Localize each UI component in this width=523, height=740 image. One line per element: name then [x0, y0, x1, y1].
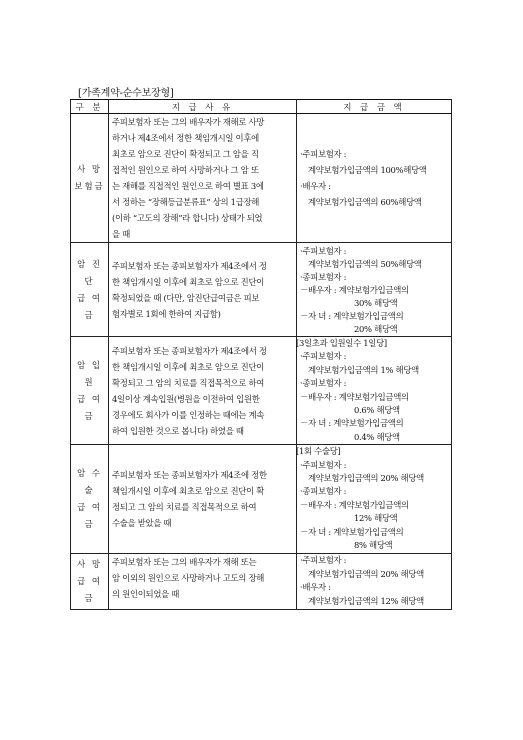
amount-line: ·종피보험자 :	[300, 271, 347, 282]
reason-line: 한 책임개시일 이후에 최초로 암으로 진단이	[112, 276, 265, 287]
header-amount: 지 급 금 액	[297, 100, 452, 114]
reason-line: 의 원인이되었을 때	[112, 588, 180, 599]
header-reason: 지 급 사 유	[109, 100, 297, 114]
category-line: 급 여 금	[77, 292, 102, 320]
amount-line: ·종피보험자 :	[300, 486, 347, 497]
amount-line: 계약보험가입금액의 100%해당액	[308, 165, 427, 175]
amount-line: －배우자 : 계약보험가입금액의	[300, 499, 409, 510]
amount-line: 계약보험가입금액의 20% 해당액	[308, 568, 424, 579]
reason-line: 책임개시일 이후에 최초로 암으로 진단이 확	[112, 485, 265, 496]
table-row	[71, 243, 452, 337]
amount-line: 30% 해당액	[354, 297, 398, 308]
category-cell	[71, 445, 109, 553]
reason-line: 험자별로 1회에 한하여 지급함)	[112, 308, 221, 319]
amount-line: 12% 해당액	[354, 513, 398, 524]
amount-line: 0.4% 해당액	[354, 431, 400, 442]
category-cell	[71, 337, 109, 445]
table-row	[71, 114, 452, 243]
reason-cell	[109, 445, 297, 553]
table-header-row	[71, 100, 452, 114]
category-line: 사 망	[77, 558, 102, 569]
header-category: 구 분	[71, 100, 109, 114]
amount-line: －자 녀 : 계약보험가입금액의	[300, 526, 404, 537]
reason-line: 경우에도 회사가 이를 인정하는 때에는 계속	[112, 409, 265, 420]
amount-line: 계약보험가입금액의 1% 해당액	[308, 364, 419, 375]
amount-line: －자 녀 : 계약보험가입금액의	[300, 418, 404, 429]
reason-line: 주피보험자 또는 종피보험자가 제4조에서 정	[112, 260, 267, 271]
amount-line: 20% 해당액	[354, 323, 398, 334]
reason-line: 정되고 그 암의 치료를 직접목적으로 하여	[112, 501, 257, 512]
reason-cell	[109, 243, 297, 337]
document-title: [가족계약-순수보장형]	[78, 88, 174, 99]
category-line: 암 진 단	[77, 258, 102, 286]
reason-line: 암 이외의 원인으로 사망하거나 고도의 장해	[112, 572, 265, 583]
benefit-table	[70, 99, 452, 610]
reason-line: 는 재해를 직접적인 원인으로 하여 별표 3에	[112, 181, 264, 191]
amount-header: [3일초과 입원일수 1일당]	[296, 338, 387, 348]
reason-line: 주피보험자 또는 종피보험자가 제4조에 정한	[112, 469, 267, 480]
amount-header: [1회 수술당]	[296, 446, 341, 457]
amount-line: 8% 해당액	[354, 540, 393, 551]
reason-line: 을 때	[112, 229, 130, 239]
category-line: 급 여 금	[77, 393, 102, 421]
reason-line: 확정되었을 때 (다만, 암진단급여금은 피보	[112, 292, 260, 303]
amount-line: ·주피보험자 :	[300, 149, 347, 159]
amount-line: 0.6% 해당액	[354, 405, 400, 416]
amount-cell	[297, 337, 452, 445]
amount-cell	[297, 553, 452, 609]
amount-cell	[297, 114, 452, 243]
amount-line: －배우자 : 계약보험가입금액의	[300, 284, 409, 295]
reason-line: 최초로 암으로 진단이 확정되고 그 암을 직	[112, 149, 259, 159]
table-row	[71, 553, 452, 609]
amount-line: ·주피보험자 :	[300, 245, 347, 256]
amount-line: 계약보험가입금액의 60%해당액	[308, 197, 422, 207]
reason-line: 접적인 원인으로 하여 사망하거나 그 암 또	[112, 165, 259, 175]
category-line: 급 여 금	[77, 575, 102, 603]
amount-line: ·종피보험자 :	[300, 378, 347, 389]
reason-line: 확정되고 그 암의 치료를 직접목적으로 하여	[112, 377, 265, 388]
amount-cell	[297, 445, 452, 553]
reason-line: 주피보험자 또는 그의 배우자가 재해 또는	[112, 556, 257, 567]
amount-line: ·주피보험자 :	[300, 555, 347, 565]
category-cell	[71, 553, 109, 609]
reason-cell	[109, 114, 297, 243]
category-line: 사 망	[77, 164, 102, 174]
amount-cell	[297, 243, 452, 337]
reason-cell	[109, 337, 297, 445]
table-row	[71, 337, 452, 445]
reason-line: (이하 “고도의 장해”라 합니다) 상태가 되었	[112, 213, 263, 223]
amount-line: 계약보험가입금액의 50%해당액	[308, 258, 422, 269]
reason-line: 주피보험자 또는 종피보험자가 제4조에서 정	[112, 345, 267, 356]
category-cell	[71, 114, 109, 243]
amount-line: 계약보험가입금액의 12% 해당액	[308, 595, 424, 606]
amount-line: ·주피보험자 :	[300, 459, 347, 470]
amount-line: 계약보험가입금액의 20% 해당액	[308, 473, 424, 484]
category-cell	[71, 243, 109, 337]
amount-line: －배우자 : 계약보험가입금액의	[300, 391, 409, 402]
category-line: 암 수 술	[77, 467, 102, 495]
category-line: 급 여 금	[77, 501, 102, 529]
table-row	[71, 445, 452, 553]
reason-line: 하여 입원한 것으로 봅니다) 하였을 때	[112, 425, 244, 436]
amount-line: －자 녀 : 계약보험가입금액의	[300, 310, 404, 321]
reason-line: 수술을 받았을 때	[112, 517, 172, 528]
reason-line: 4일이상 계속입원(병원을 이전하여 입원한	[112, 393, 260, 404]
amount-line: ·주피보험자 :	[300, 351, 347, 362]
reason-line: 한 책임개시일 이후에 최초로 암으로 진단이	[112, 361, 265, 372]
reason-line: 서 정하는 “장해등급분류표” 상의 1급장해	[112, 197, 260, 207]
amount-line: ·배우자 :	[300, 181, 331, 191]
reason-cell	[109, 553, 297, 609]
reason-line: 주피보험자 또는 그의 배우자가 재해로 사망	[112, 117, 265, 127]
amount-line: ·배우자 :	[300, 582, 331, 592]
category-line: 암 입 원	[77, 359, 102, 387]
reason-line: 하거나 제4조에서 정한 책임개시일 이후에	[112, 133, 259, 143]
category-line: 보험금	[74, 181, 105, 191]
